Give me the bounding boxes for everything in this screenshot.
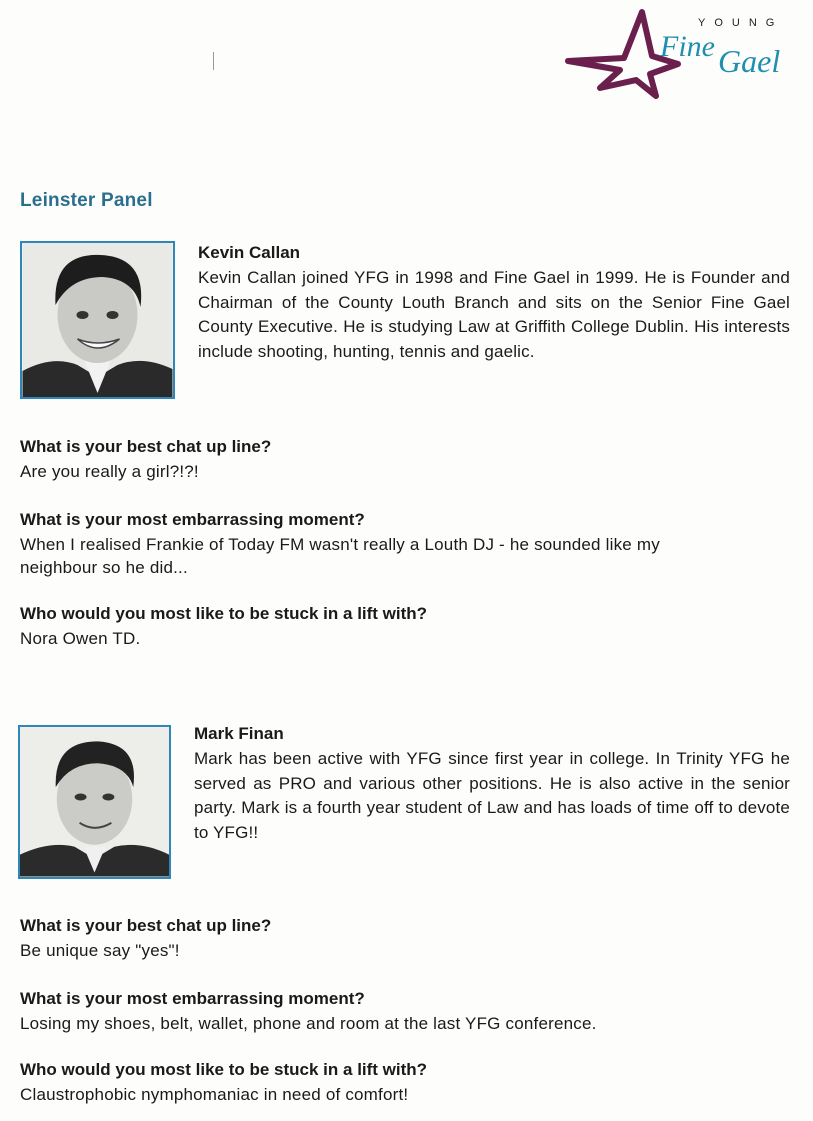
section-title: Leinster Panel [20, 190, 153, 211]
qa-question: Who would you most like to be stuck in a lift with? [20, 1060, 428, 1079]
profile-name: Mark Finan [194, 724, 284, 743]
qa-item [20, 914, 800, 962]
profile-bio-mark-finan [194, 722, 790, 845]
qa-answer: Are you really a girl?!?! [20, 462, 199, 481]
profile-bio-kevin-callan [198, 241, 790, 364]
qa-item [20, 987, 800, 1035]
profile-bio-text: Mark has been active with YFG since first year in college. In Trinity YFG he served as PRO and various other positions. He is also active in the senior party. Mark is a fourth year student of Law and has loads of time off to devote to YFG!! [194, 749, 790, 842]
qa-answer: Nora Owen TD. [20, 629, 141, 648]
profile-photo-mark-finan [18, 725, 171, 879]
logo-word-fine: Fine [660, 30, 715, 63]
qa-item [20, 602, 800, 650]
qa-answer: Losing my shoes, belt, wallet, phone and room at the last YFG conference. [20, 1014, 597, 1033]
qa-answer: Be unique say "yes"! [20, 941, 180, 960]
scan-mark [213, 52, 214, 70]
qa-question: What is your most embarrassing moment? [20, 510, 365, 529]
profile-name: Kevin Callan [198, 243, 301, 262]
profile-photo-kevin-callan [20, 241, 175, 399]
qa-item [20, 508, 800, 579]
qa-item [20, 435, 800, 483]
qa-answer: When I realised Frankie of Today FM wasn't really a Louth DJ - he sounded like my neighbour so he did... [20, 535, 660, 577]
qa-question: What is your best chat up line? [20, 916, 272, 935]
qa-item [20, 1058, 800, 1106]
logo-graphic [560, 6, 810, 102]
qa-answer: Claustrophobic nymphomaniac in need of comfort! [20, 1085, 409, 1104]
qa-question: What is your most embarrassing moment? [20, 989, 365, 1008]
qa-question: Who would you most like to be stuck in a lift with? [20, 604, 428, 623]
qa-question: What is your best chat up line? [20, 437, 272, 456]
young-fine-gael-logo [560, 6, 810, 102]
portrait-image [20, 727, 169, 877]
portrait-image [22, 243, 173, 397]
logo-word-gael: Gael [718, 43, 781, 79]
profile-bio-text: Kevin Callan joined YFG in 1998 and Fine Gael in 1999. He is Founder and Chairman of the County Louth Branch and sits on the Senior Fine Gael County Executive. He is studying Law at Griffith College Dublin. His interests include shooting, hunting, tennis and gaelic. [198, 268, 790, 361]
logo-word-young: YOUNG [698, 17, 784, 29]
